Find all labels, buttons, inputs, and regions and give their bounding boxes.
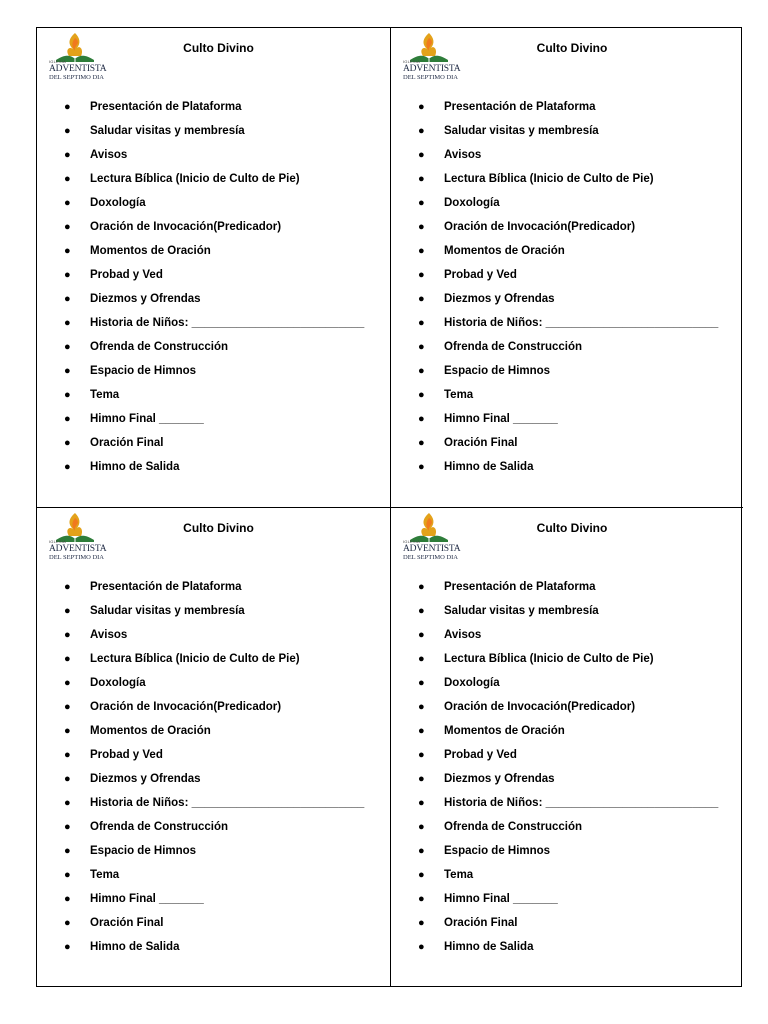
bullet-icon: ●: [418, 461, 425, 473]
list-item-label: Espacio de Himnos: [444, 365, 551, 377]
logo-main-text: ADVENTISTA: [49, 544, 107, 554]
program-card: [37, 507, 390, 986]
bullet-icon: ●: [418, 725, 425, 737]
list-item-label: Espacio de Himnos: [90, 365, 197, 377]
bullet-icon: ●: [418, 821, 425, 833]
bullet-icon: ●: [418, 269, 425, 281]
bullet-icon: ●: [64, 773, 71, 785]
list-item-label: Tema: [444, 389, 474, 401]
bullet-icon: ●: [418, 173, 425, 185]
list-item-label: Ofrenda de Construcción: [444, 341, 583, 353]
list-item-label: Oración de Invocación(Predicador): [90, 221, 282, 233]
logo-sub-text: DEL SEPTIMO DIA: [403, 554, 459, 561]
bullet-icon: ●: [418, 413, 425, 425]
list-item-label: Momentos de Oración: [444, 725, 565, 737]
list-item-label: Ofrenda de Construcción: [444, 821, 583, 833]
list-item-label: Himno de Salida: [444, 461, 534, 473]
card-title: Culto Divino: [536, 521, 608, 535]
list-item-label: Lectura Bíblica (Inicio de Culto de Pie): [444, 653, 654, 665]
bullet-icon: ●: [418, 749, 425, 761]
list-item-label: Momentos de Oración: [90, 725, 211, 737]
list-item-label: Doxología: [444, 197, 500, 209]
bullet-icon: ●: [64, 629, 71, 641]
list-item-label: Himno Final _______: [444, 893, 558, 905]
list-item-label: Avisos: [444, 149, 482, 161]
bullet-icon: ●: [418, 797, 425, 809]
bullet-icon: ●: [418, 245, 425, 257]
logo-main-text: ADVENTISTA: [403, 64, 461, 74]
list-item-label: Himno Final _______: [90, 413, 204, 425]
bullet-icon: ●: [64, 605, 71, 617]
list-item-label: Presentación de Plataforma: [90, 101, 242, 113]
list-item-label: Doxología: [90, 197, 146, 209]
bullet-icon: ●: [418, 581, 425, 593]
program-card: [390, 28, 743, 507]
list-item-label: Historia de Niños: ___________________________: [444, 797, 719, 809]
bullet-icon: ●: [418, 653, 425, 665]
card-title: Culto Divino: [536, 41, 608, 55]
logo-main-text: ADVENTISTA: [403, 544, 461, 554]
bullet-icon: ●: [418, 101, 425, 113]
list-item-label: Tema: [90, 869, 120, 881]
bullet-icon: ●: [64, 677, 71, 689]
bullet-icon: ●: [418, 149, 425, 161]
list-item-label: Doxología: [90, 677, 146, 689]
bullet-icon: ●: [64, 221, 71, 233]
bullet-icon: ●: [418, 437, 425, 449]
bullet-icon: ●: [418, 941, 425, 953]
list-item-label: Tema: [90, 389, 120, 401]
bullet-icon: ●: [64, 173, 71, 185]
list-item-label: Himno de Salida: [444, 941, 534, 953]
bullet-icon: ●: [64, 821, 71, 833]
list-item-label: Lectura Bíblica (Inicio de Culto de Pie): [90, 653, 300, 665]
list-item-label: Lectura Bíblica (Inicio de Culto de Pie): [90, 173, 300, 185]
bullet-icon: ●: [64, 413, 71, 425]
card-sheet: [36, 27, 742, 987]
bullet-icon: ●: [64, 941, 71, 953]
logo-sub-text: DEL SEPTIMO DIA: [403, 74, 459, 81]
list-item-label: Avisos: [90, 149, 128, 161]
list-item-label: Doxología: [444, 677, 500, 689]
card-title: Culto Divino: [183, 521, 254, 535]
bullet-icon: ●: [64, 461, 71, 473]
bullet-icon: ●: [64, 197, 71, 209]
list-item-label: Oración Final: [90, 437, 164, 449]
bullet-icon: ●: [64, 653, 71, 665]
logo-small-text: IGLESIA: [403, 59, 420, 64]
logo-small-text: IGLESIA: [49, 539, 66, 544]
bullet-icon: ●: [418, 701, 425, 713]
list-item-label: Oración Final: [90, 917, 164, 929]
list-item-label: Avisos: [90, 629, 128, 641]
list-item-label: Himno Final _______: [90, 893, 204, 905]
list-item-label: Oración Final: [444, 437, 518, 449]
bullet-icon: ●: [64, 293, 71, 305]
bullet-icon: ●: [64, 245, 71, 257]
bullet-icon: ●: [418, 605, 425, 617]
list-item-label: Momentos de Oración: [90, 245, 211, 257]
bullet-icon: ●: [418, 917, 425, 929]
bullet-icon: ●: [418, 845, 425, 857]
list-item-label: Presentación de Plataforma: [444, 581, 596, 593]
list-item-label: Historia de Niños: ___________________________: [90, 797, 365, 809]
list-item-label: Diezmos y Ofrendas: [90, 773, 201, 785]
bullet-icon: ●: [64, 701, 71, 713]
bullet-icon: ●: [418, 341, 425, 353]
list-item-label: Himno de Salida: [90, 461, 180, 473]
bullet-icon: ●: [418, 893, 425, 905]
bullet-icon: ●: [64, 845, 71, 857]
list-item-label: Probad y Ved: [90, 269, 163, 281]
bullet-icon: ●: [64, 917, 71, 929]
list-item-label: Saludar visitas y membresía: [90, 125, 245, 137]
list-item-label: Oración de Invocación(Predicador): [444, 221, 636, 233]
bullet-icon: ●: [418, 125, 425, 137]
bullet-icon: ●: [64, 797, 71, 809]
list-item-label: Avisos: [444, 629, 482, 641]
bullet-icon: ●: [418, 317, 425, 329]
list-item-label: Diezmos y Ofrendas: [444, 293, 555, 305]
bullet-icon: ●: [64, 389, 71, 401]
list-item-label: Saludar visitas y membresía: [444, 125, 599, 137]
bullet-icon: ●: [418, 773, 425, 785]
list-item-label: Presentación de Plataforma: [444, 101, 596, 113]
bullet-icon: ●: [64, 149, 71, 161]
logo-main-text: ADVENTISTA: [49, 64, 107, 74]
bullet-icon: ●: [64, 269, 71, 281]
list-item-label: Tema: [444, 869, 474, 881]
bullet-icon: ●: [418, 629, 425, 641]
bullet-icon: ●: [64, 725, 71, 737]
bullet-icon: ●: [64, 365, 71, 377]
logo-small-text: IGLESIA: [49, 59, 66, 64]
list-item-label: Probad y Ved: [444, 269, 517, 281]
list-item-label: Ofrenda de Construcción: [90, 341, 229, 353]
list-item-label: Oración de Invocación(Predicador): [444, 701, 636, 713]
bullet-icon: ●: [418, 869, 425, 881]
bullet-icon: ●: [64, 341, 71, 353]
bullet-icon: ●: [64, 125, 71, 137]
bullet-icon: ●: [418, 389, 425, 401]
program-card: [390, 507, 743, 986]
logo-sub-text: DEL SEPTIMO DIA: [49, 554, 105, 561]
bullet-icon: ●: [64, 869, 71, 881]
bullet-icon: ●: [64, 581, 71, 593]
bullet-icon: ●: [64, 317, 71, 329]
logo-sub-text: DEL SEPTIMO DIA: [49, 74, 105, 81]
bullet-icon: ●: [418, 365, 425, 377]
card-title: Culto Divino: [183, 41, 254, 55]
bullet-icon: ●: [64, 437, 71, 449]
list-item-label: Momentos de Oración: [444, 245, 565, 257]
list-item-label: Himno Final _______: [444, 413, 558, 425]
list-item-label: Oración Final: [444, 917, 518, 929]
list-item-label: Diezmos y Ofrendas: [90, 293, 201, 305]
list-item-label: Himno de Salida: [90, 941, 180, 953]
list-item-label: Saludar visitas y membresía: [90, 605, 245, 617]
list-item-label: Presentación de Plataforma: [90, 581, 242, 593]
bullet-icon: ●: [64, 101, 71, 113]
bullet-icon: ●: [418, 221, 425, 233]
program-card: [37, 28, 390, 507]
logo-small-text: IGLESIA: [403, 539, 420, 544]
list-item-label: Espacio de Himnos: [444, 845, 551, 857]
bullet-icon: ●: [64, 749, 71, 761]
list-item-label: Historia de Niños: ___________________________: [90, 317, 365, 329]
list-item-label: Ofrenda de Construcción: [90, 821, 229, 833]
list-item-label: Probad y Ved: [444, 749, 517, 761]
list-item-label: Oración de Invocación(Predicador): [90, 701, 282, 713]
list-item-label: Lectura Bíblica (Inicio de Culto de Pie): [444, 173, 654, 185]
list-item-label: Saludar visitas y membresía: [444, 605, 599, 617]
bullet-icon: ●: [418, 197, 425, 209]
bullet-icon: ●: [418, 677, 425, 689]
list-item-label: Probad y Ved: [90, 749, 163, 761]
list-item-label: Diezmos y Ofrendas: [444, 773, 555, 785]
list-item-label: Espacio de Himnos: [90, 845, 197, 857]
bullet-icon: ●: [418, 293, 425, 305]
list-item-label: Historia de Niños: ___________________________: [444, 317, 719, 329]
bullet-icon: ●: [64, 893, 71, 905]
